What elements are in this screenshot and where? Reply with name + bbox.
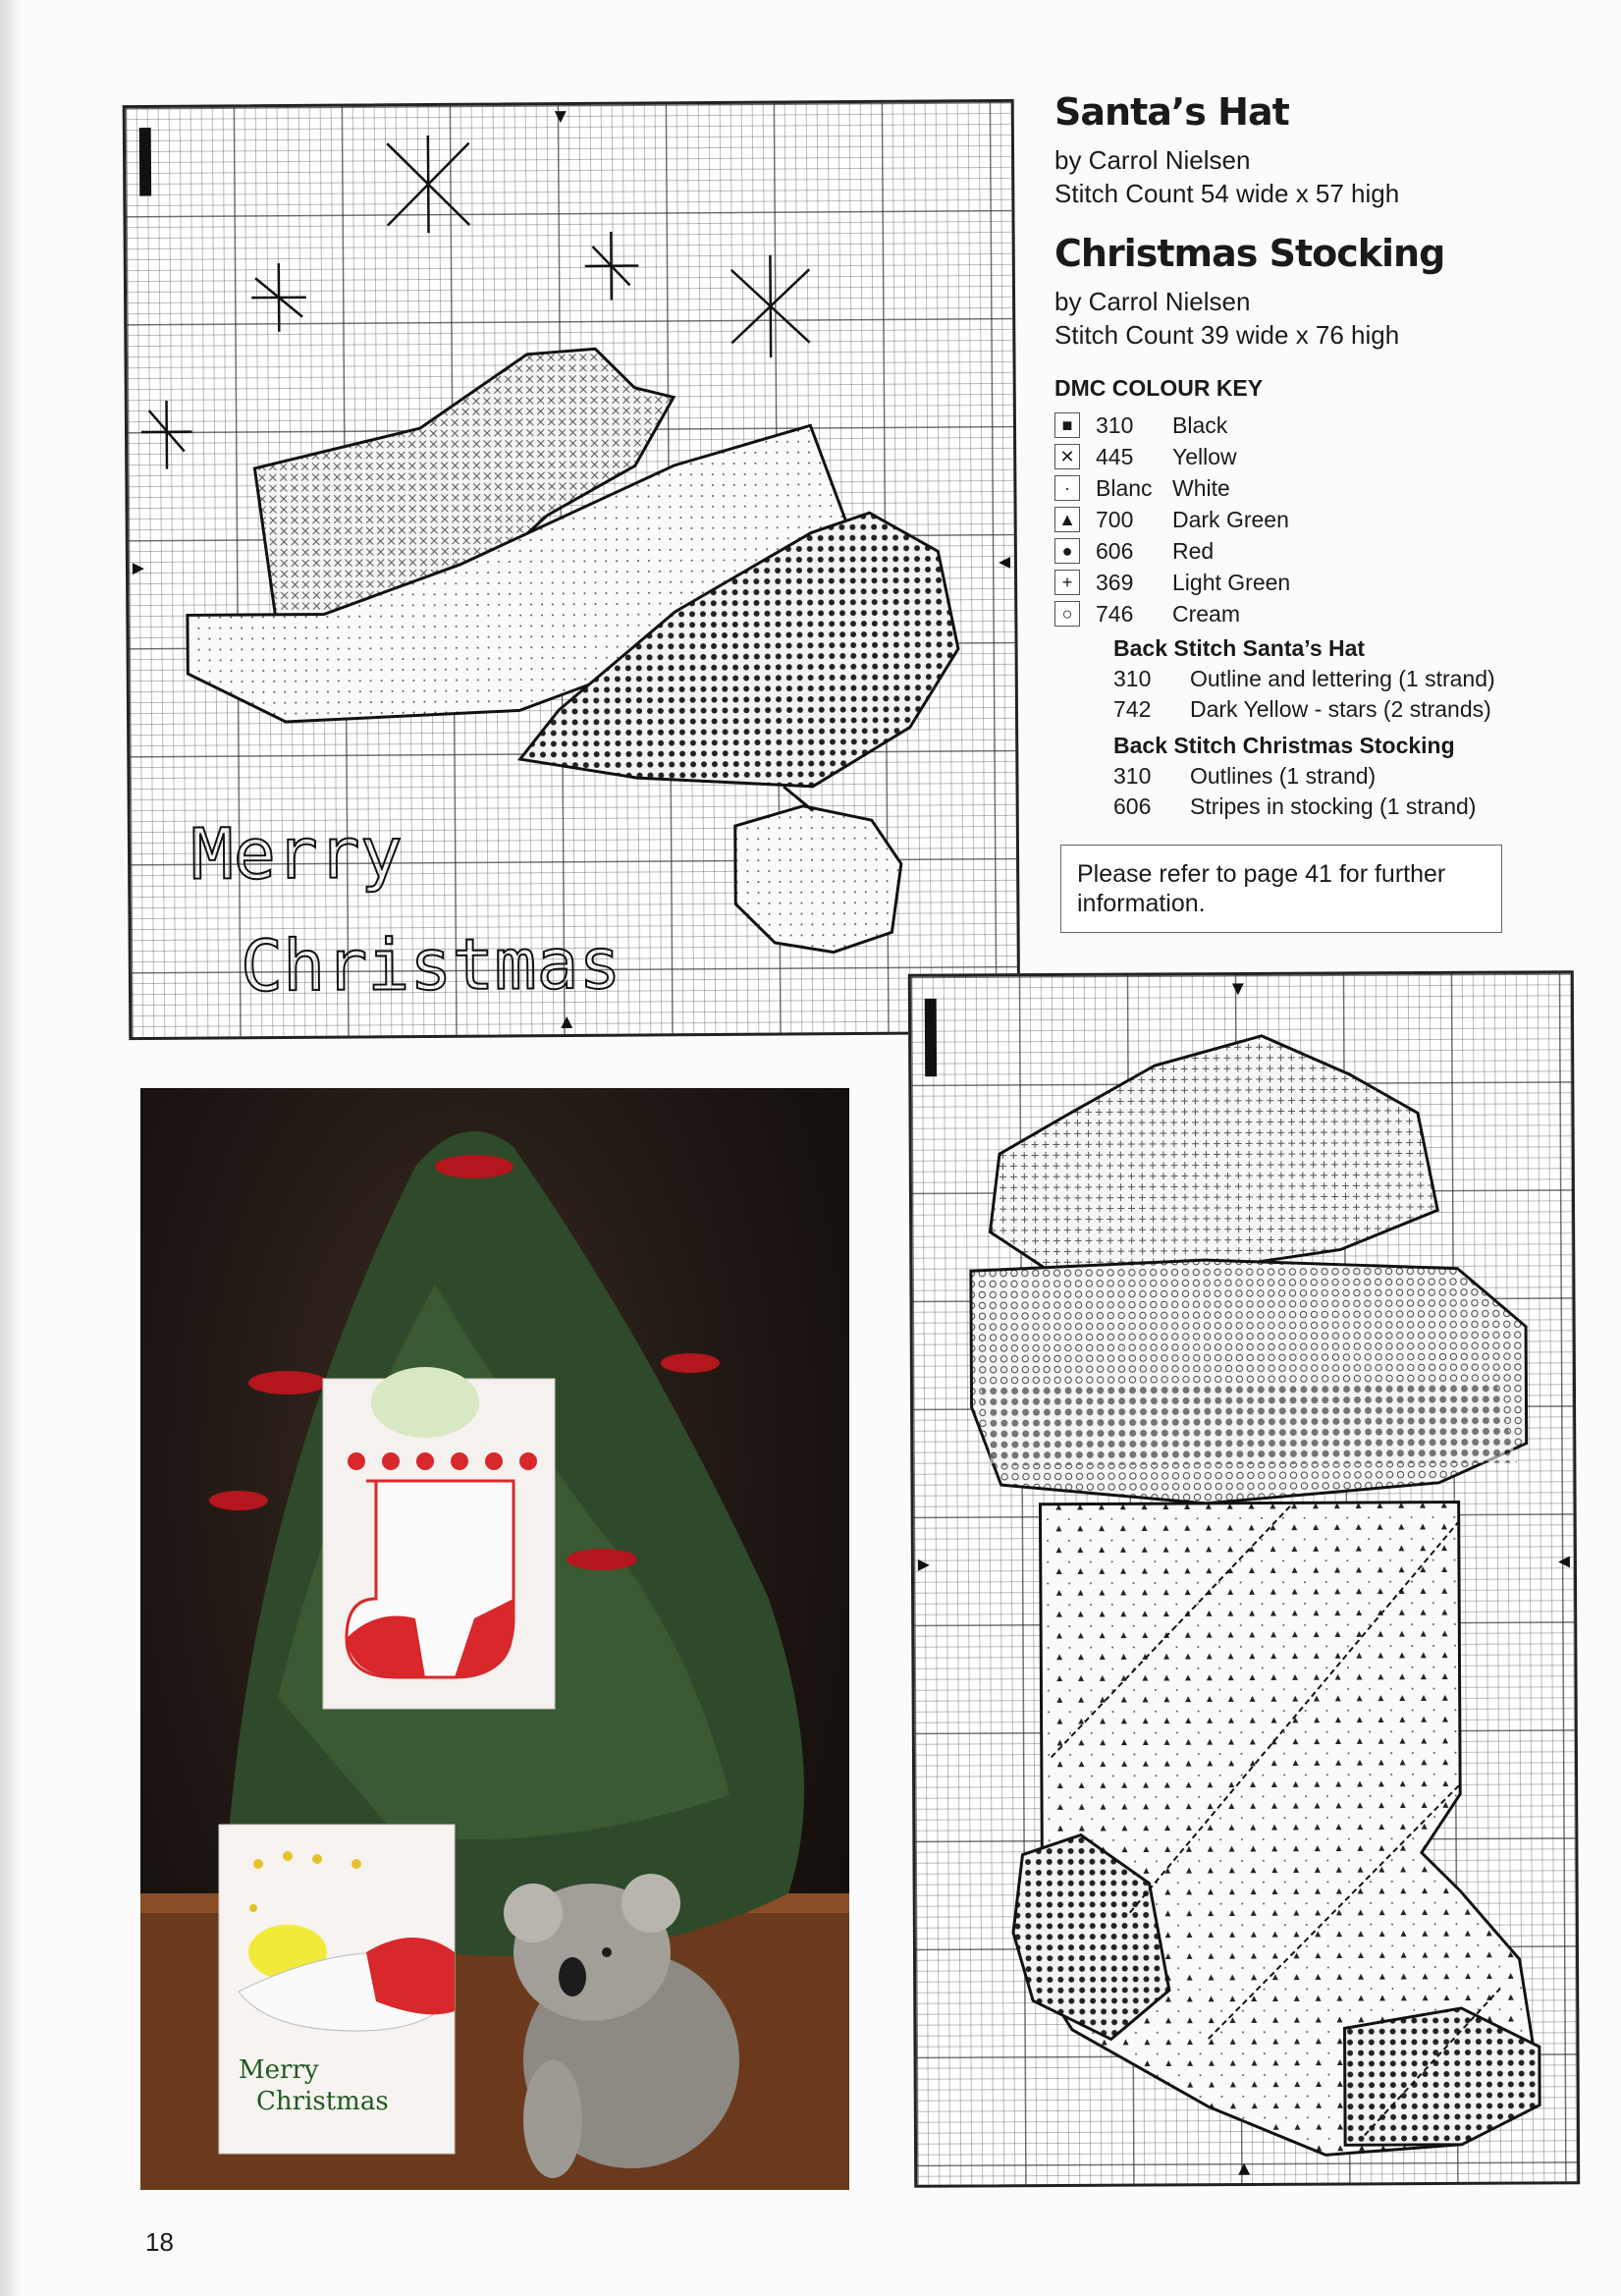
pattern-stitch-count: Stitch Count 39 wide x 76 high [1054, 320, 1400, 350]
dmc-code: 746 [1096, 600, 1134, 627]
back-stitch-desc: Stripes in stocking (1 strand) [1190, 793, 1477, 819]
dmc-code: 310 [1096, 411, 1134, 438]
card-text-merry: Merry [239, 2055, 319, 2085]
cross-x-icon: ✕ [1054, 444, 1080, 469]
finished-cards-photo [140, 1088, 849, 2190]
colour-name: Cream [1172, 600, 1241, 627]
colour-key-row [1054, 567, 1585, 598]
photo-illustration [140, 1088, 849, 2190]
pattern-info [1054, 90, 1585, 824]
back-stitch-desc: Outline and lettering (1 strand) [1190, 666, 1495, 691]
back-stitch-stocking-title: Back Stitch Christmas Stocking [1113, 733, 1455, 758]
pattern-title-santas-hat: Santa’s Hat [1054, 90, 1289, 134]
colour-key-row [1054, 535, 1585, 567]
back-stitch-desc: Outlines (1 strand) [1190, 763, 1377, 789]
dmc-code: 369 [1096, 569, 1134, 595]
triangle-icon: ▲ [1054, 507, 1080, 532]
stocking-cuff-shape [971, 1258, 1527, 1504]
chart-orientation-bar [139, 128, 151, 196]
colour-name: Dark Green [1172, 506, 1289, 532]
back-stitch-row [1113, 793, 1585, 824]
colour-key-title: DMC COLOUR KEY [1054, 375, 1264, 401]
back-stitch-row [1113, 696, 1585, 727]
dmc-code: 310 [1113, 763, 1152, 789]
dmc-code: 700 [1096, 506, 1134, 532]
filled-circle-icon: ● [1054, 538, 1080, 564]
colour-name: Yellow [1172, 443, 1237, 469]
dmc-code: 742 [1113, 696, 1152, 722]
star-icon [387, 136, 469, 234]
colour-name: Red [1172, 537, 1215, 564]
star-icon [731, 254, 810, 357]
reference-note: Please refer to page 41 for further information. [1060, 845, 1502, 933]
dmc-code: 445 [1096, 443, 1134, 469]
dmc-code: 606 [1113, 793, 1152, 819]
dmc-code: 606 [1096, 537, 1134, 564]
colour-key-row [1054, 410, 1585, 441]
dmc-code: 310 [1113, 666, 1152, 691]
page-number: 18 [145, 2227, 174, 2257]
stocking-card [323, 1367, 555, 1709]
colour-name: Light Green [1172, 569, 1291, 595]
colour-key-row [1054, 504, 1585, 535]
page-spine-shadow [0, 0, 22, 2296]
back-stitch-row [1113, 763, 1585, 793]
hat-chart-text-christmas: Christmas [240, 922, 621, 1008]
christmas-stocking-chart [908, 970, 1580, 2188]
card-text-christmas: Christmas [256, 2087, 389, 2116]
pattern-designer: by Carrol Nielsen [1054, 145, 1251, 175]
colour-name: White [1172, 474, 1230, 501]
pattern-designer: by Carrol Nielsen [1054, 287, 1251, 316]
open-circle-icon: ○ [1054, 601, 1080, 627]
christmas-stocking-chart-drawing [911, 973, 1577, 2185]
hat-chart-text-merry: Merry [190, 812, 404, 896]
hat-pompom-shape [735, 805, 902, 953]
dmc-code: Blanc [1096, 474, 1153, 501]
colour-key-row [1054, 472, 1585, 504]
chart-orientation-bar [925, 999, 937, 1076]
plus-icon: + [1054, 570, 1080, 595]
colour-name: Black [1172, 411, 1228, 438]
santas-hat-chart [123, 99, 1021, 1040]
santas-hat-chart-drawing [126, 102, 1018, 1037]
colour-key-row [1054, 441, 1585, 472]
star-icon [584, 232, 638, 301]
back-stitch-hat-title: Back Stitch Santa’s Hat [1113, 635, 1366, 661]
filled-square-icon: ■ [1054, 412, 1080, 438]
star-icon [141, 401, 192, 469]
pattern-stitch-count: Stitch Count 54 wide x 57 high [1054, 179, 1400, 208]
pattern-title-christmas-stocking: Christmas Stocking [1054, 232, 1445, 275]
stocking-koala-head-shape [989, 1035, 1437, 1271]
dot-icon: · [1054, 475, 1080, 501]
back-stitch-row [1113, 666, 1585, 696]
colour-key-list [1054, 410, 1585, 629]
back-stitch-desc: Dark Yellow - stars (2 strands) [1190, 696, 1491, 722]
colour-key-row [1054, 598, 1585, 629]
star-icon [251, 263, 306, 332]
hat-card [219, 1825, 455, 2154]
